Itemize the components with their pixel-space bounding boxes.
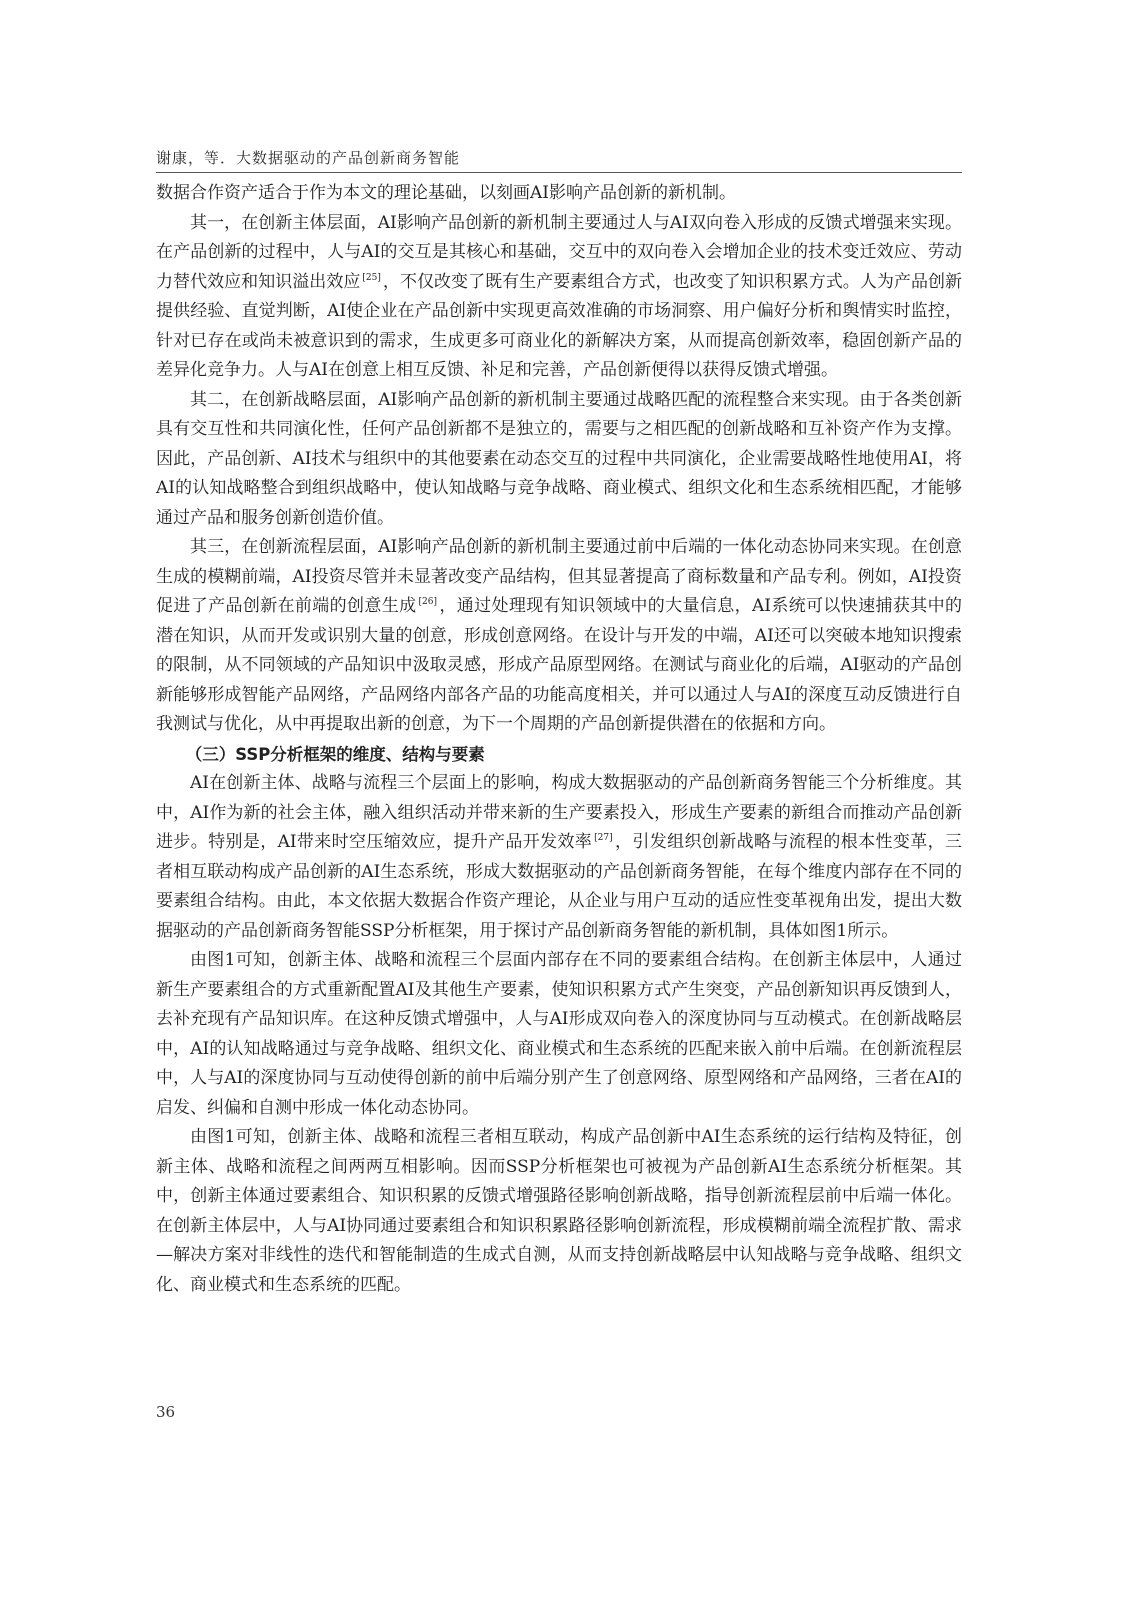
paragraph-text: 其三，在创新流程层面，AI影响产品创新的新机制主要通过前中后端的一体化动态协同来实现。在创意生成的模糊前端，AI投资尽管并未显著改变产品结构，但其显著提高了商标数量和产品专利。例如，AI投资促进了产品创新在前端的创意生成 xyxy=(156,537,962,616)
paragraph-text: ，通过处理现有知识领域中的大量信息，AI系统可以快速捕获其中的潜在知识，从而开发或识别大量的创意，形成创意网络。在设计与开发的中端，AI还可以突破本地知识搜索的限制，从不同领域的产品知识中汲取灵感，形成产品原型网络。在测试与商业化的后端，AI驱动的产品创新能够形成智能产品网络，产品网络内部各产品的功能高度相关，并可以通过人与AI的深度互动反馈进行自我测试与优化，从中再提取出新的创意，为下一个周期的产品创新提供潜在的依据和方向。 xyxy=(156,596,963,734)
paragraph-text: ，引发组织创新战略与流程的根本性变革，三者相互联动构成产品创新的AI生态系统，形成大数据驱动的产品创新商务智能，在每个维度内部存在不同的要素组合结构。由此，本文依据大数据合作资产理论，从企业与用户互动的适应性变革视角出发，提出大数据驱动的产品创新商务智能SSP分析框架，用于探讨产品创新商务智能的新机制，具体如图1所示。 xyxy=(156,832,962,941)
paragraph-text: 由图1可知，创新主体、战略和流程三者相互联动，构成产品创新中AI生态系统的运行结构及特征，创新主体、战略和流程之间两两互相影响。因而SSP分析框架也可被视为产品创新AI生态系统分析框架。其中，创新主体通过要素组合、知识积累的反馈式增强路径影响创新战略，指导创新流程层前中后端一体化。在创新主体层中，人与AI协同通过要素组合和知识积累路径影响创新流程，形成模糊前端全流程扩散、需求—解决方案对非线性的迭代和智能制造的生成式自测，从而支持创新战略层中认知战略与竞争战略、组织文化、商业模式和生态系统的匹配。 xyxy=(156,1127,962,1295)
body-paragraph xyxy=(156,769,962,946)
header-rule xyxy=(156,172,962,173)
paragraph-text: （三）SSP分析框架的维度、结构与要素 xyxy=(185,744,485,764)
page-number: 36 xyxy=(156,1403,176,1421)
section-heading xyxy=(156,740,962,770)
running-header: 谢康，等．大数据驱动的产品创新商务智能 xyxy=(156,149,461,167)
body-paragraph xyxy=(156,946,962,1123)
body-paragraph xyxy=(156,1123,962,1300)
paragraph-text: 数据合作资产适合于作为本文的理论基础，以刻画AI影响产品创新的新机制。 xyxy=(156,183,736,203)
article-body xyxy=(156,179,962,1300)
paragraph-text: AI在创新主体、战略与流程三个层面上的影响，构成大数据驱动的产品创新商务智能三个分析维度。其中，AI作为新的社会主体，融入组织活动并带来新的生产要素投入，形成生产要素的新组合而推动产品创新进步。特别是，AI带来时空压缩效应，提升产品开发效率 xyxy=(156,773,962,852)
citation-ref: [27] xyxy=(594,833,613,843)
body-paragraph xyxy=(156,533,962,740)
citation-ref: [26] xyxy=(418,597,437,607)
paragraph-text: 其二，在创新战略层面，AI影响产品创新的新机制主要通过战略匹配的流程整合来实现。由于各类创新具有交互性和共同演化性，任何产品创新都不是独立的，需要与之相匹配的创新战略和互补资产作为支撑。因此，产品创新、AI技术与组织中的其他要素在动态交互的过程中共同演化，企业需要战略性地使用AI，将AI的认知战略整合到组织战略中，使认知战略与竞争战略、商业模式、组织文化和生态系统相匹配，才能够通过产品和服务创新创造价值。 xyxy=(156,389,962,528)
body-paragraph xyxy=(156,179,962,209)
paragraph-text: 由图1可知，创新主体、战略和流程三个层面内部存在不同的要素组合结构。在创新主体层中，人通过新生产要素组合的方式重新配置AI及其他生产要素，使知识积累方式产生突变，产品创新知识再反馈到人，去补充现有产品知识库。在这种反馈式增强中，人与AI形成双向卷入的深度协同与互动模式。在创新战略层中，AI的认知战略通过与竞争战略、组织文化、商业模式和生态系统的匹配来嵌入前中后端。在创新流程层中，人与AI的深度协同与互动使得创新的前中后端分别产生了创意网络、原型网络和产品网络，三者在AI的启发、纠偏和自测中形成一体化动态协同。 xyxy=(156,950,962,1118)
paragraph-text: 其一，在创新主体层面，AI影响产品创新的新机制主要通过人与AI双向卷入形成的反馈式增强来实现。在产品创新的过程中，人与AI的交互是其核心和基础，交互中的双向卷入会增加企业的技术变迁效应、劳动力替代效应和知识溢出效应 xyxy=(156,212,962,292)
body-paragraph xyxy=(156,209,962,386)
citation-ref: [25] xyxy=(362,272,381,283)
body-paragraph xyxy=(156,386,962,534)
paragraph-text: ，不仅改变了既有生产要素组合方式，也改变了知识积累方式。人为产品创新提供经验、直觉判断，AI使企业在产品创新中实现更高效准确的市场洞察、用户偏好分析和舆情实时监控，针对已存在或尚未被意识到的需求，生成更多可商业化的新解决方案，从而提高创新效率，稳固创新产品的差异化竞争力。人与AI在创意上相互反馈、补足和完善，产品创新便得以获得反馈式增强。 xyxy=(156,271,963,380)
